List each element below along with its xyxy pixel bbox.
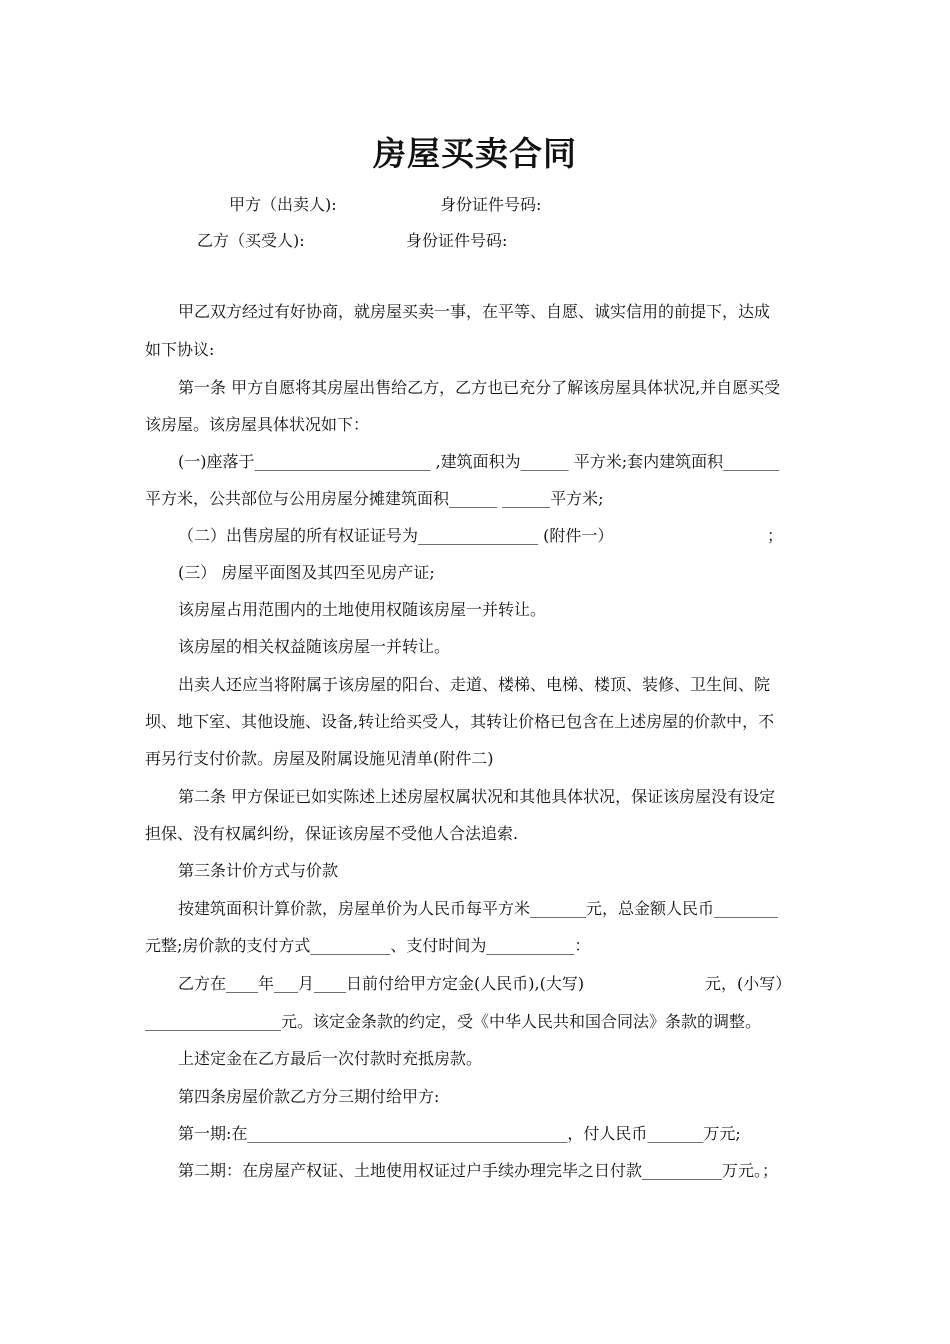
preamble-line-2: 如下协议: <box>145 340 215 359</box>
article-4-heading: 第四条房屋价款乙方分三期付给甲方: <box>178 1087 440 1106</box>
article-3-line-2: 元整;房价款的支付方式__________、支付时间为___________： <box>145 936 591 955</box>
article-1-item-2-end: ； <box>767 526 784 545</box>
article-1-line-1: 第一条 甲方自愿将其房屋出售给乙方，乙方也已充分了解该房屋具体状况,并自愿买受 <box>178 378 781 397</box>
article-3-line-1: 按建筑面积计算价款，房屋单价为人民币每平方米_______元，总金额人民币________ <box>178 899 779 918</box>
article-2-line-2: 担保、没有权属纠纷，保证该房屋不受他人合法追索. <box>145 824 519 843</box>
deposit-line-2: _________________元。该定金条款的约定，受《中华人民共和国合同法》条款的调整。 <box>145 1012 762 1031</box>
article-2-line-1: 第二条 甲方保证已如实陈述上述房屋权属状况和其他具体状况，保证该房屋没有设定 <box>178 787 776 806</box>
party-b-label: 乙方（买受人): <box>197 231 305 250</box>
facilities-line-1: 出卖人还应当将附属于该房屋的阳台、走道、楼梯、电梯、楼顶、装修、卫生间、院 <box>178 675 771 694</box>
article-3-heading: 第三条计价方式与价款 <box>178 861 339 880</box>
deposit-line-1: 乙方在____年___月____日前付给甲方定金(人民币),(大写) <box>178 974 585 993</box>
installment-1: 第一期:在________________________________________，付人民币_______万元; <box>178 1124 741 1143</box>
article-1-item-3: (三） 房屋平面图及其四至见房产证; <box>178 563 435 582</box>
article-1-item-2: （二）出售房屋的所有权证证号为_______________ (附件一） <box>178 526 614 545</box>
facilities-line-3: 再另行支付价款。房屋及附属设施见清单(附件二) <box>145 749 494 768</box>
preamble-line-1: 甲乙双方经过有好协商，就房屋买卖一事，在平等、自愿、诚实信用的前提下，达成 <box>178 302 771 321</box>
article-1-item-1-cont: 平方米，公共部位与公用房屋分摊建筑面积______ ______平方米; <box>145 489 604 508</box>
article-1-item-1: (一)座落于______________________ ,建筑面积为______ 平方米;套内建筑面积_______ <box>178 452 780 471</box>
party-b-id-label: 身份证件号码: <box>406 231 508 250</box>
facilities-line-2: 坝、地下室、其他设施、设备,转让给买受人，其转让价格已包含在上述房屋的价款中，不 <box>145 712 775 731</box>
land-use-line: 该房屋占用范围内的土地使用权随该房屋一并转让。 <box>178 600 547 619</box>
deposit-offset-line: 上述定金在乙方最后一次付款时充抵房款。 <box>178 1049 483 1068</box>
party-a-id-label: 身份证件号码: <box>440 195 542 214</box>
party-a-label: 甲方（出卖人): <box>229 195 337 214</box>
deposit-line-1-end: 元，(小写） <box>705 974 792 993</box>
contract-title: 房屋买卖合同 <box>373 134 577 173</box>
installment-2: 第二期：在房屋产权证、土地使用权证过户手续办理完毕之日付款__________万元。； <box>178 1161 779 1180</box>
rights-line: 该房屋的相关权益随该房屋一并转让。 <box>178 637 451 656</box>
article-1-line-2: 该房屋。该房屋具体状况如下： <box>145 415 370 434</box>
